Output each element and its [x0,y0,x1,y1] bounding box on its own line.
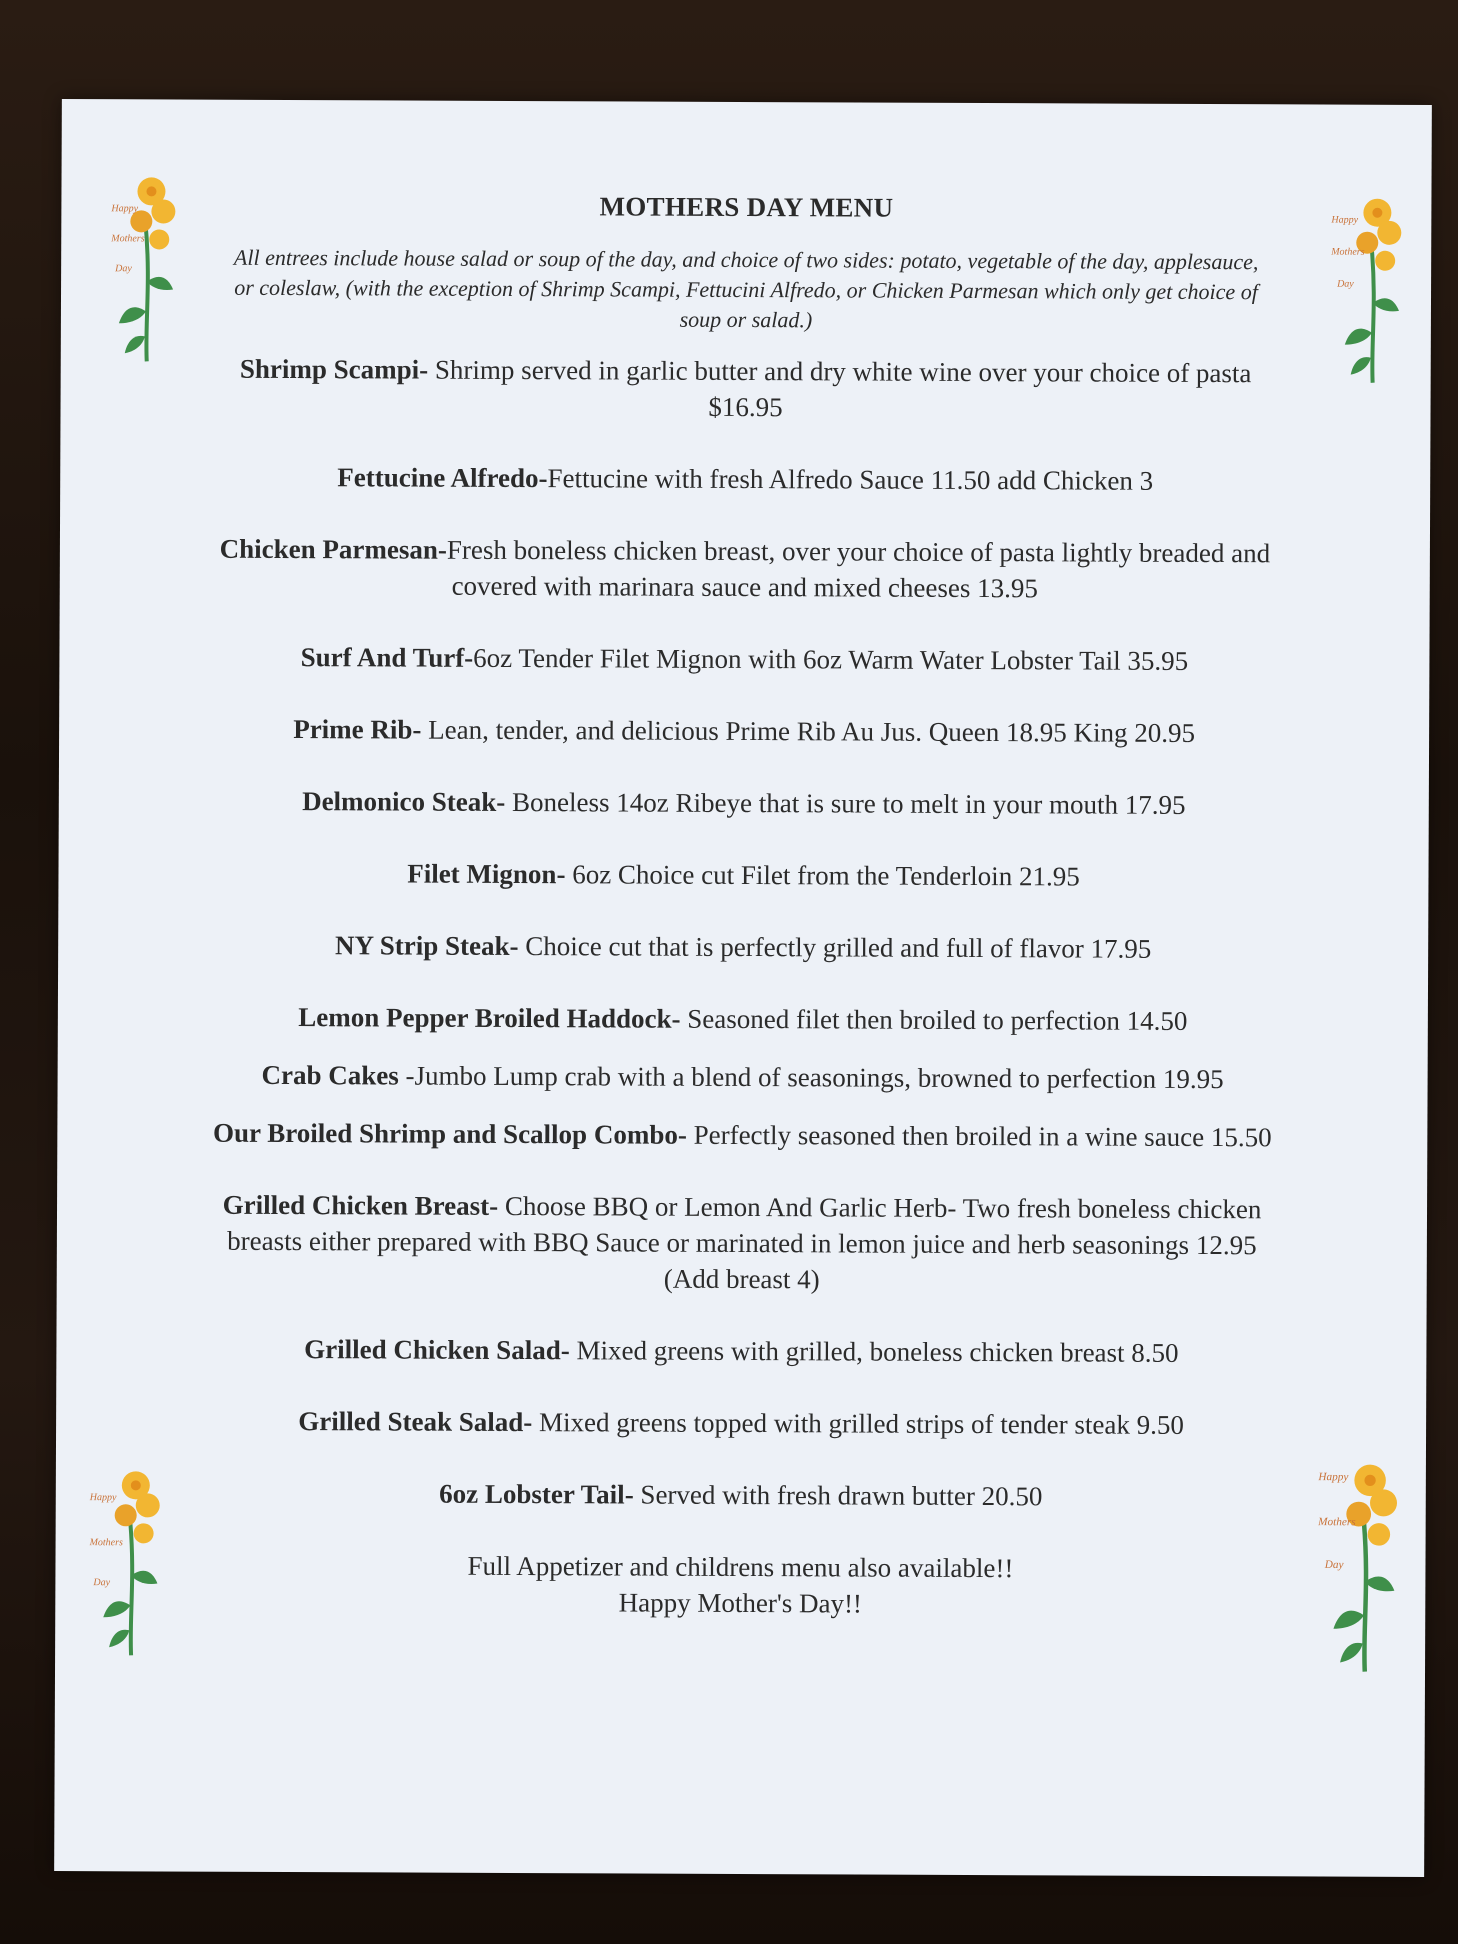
menu-content [195,190,1291,1624]
menu-item [196,1403,1286,1444]
menu-items [196,351,1291,1516]
menu-item-name: Shrimp Scampi- [239,353,429,385]
menu-item-name: 6oz Lobster Tail- [439,1478,634,1510]
menu-item-description: Fresh boneless chicken breast, over your choice of pasta lightly breaded and covered with marinara sauce and mixed cheeses 13.95 [446,534,1271,604]
menu-item-description: Mixed greens topped with grilled strips of tender steak 9.50 [532,1407,1184,1440]
menu-item [199,711,1289,752]
menu-footer [195,1547,1285,1624]
sunflower-icon [101,161,182,371]
menu-item-description: Perfectly seasoned then broiled in a wine sauce 15.50 [686,1119,1272,1153]
menu-item [200,459,1290,500]
sunflower-icon [1327,183,1408,393]
menu-item [198,1057,1288,1098]
svg-text:Mothers: Mothers [1331,246,1365,258]
menu-item-description: Lean, tender, and delicious Prime Rib Au Jus. Queen 18.95 King 20.95 [421,714,1196,748]
menu-item [197,1187,1287,1300]
menu-item [199,639,1289,680]
menu-item [199,783,1289,824]
menu-item-description: -Jumbo Lump crab with a blend of seasonings, browned to perfection 19.95 [398,1060,1224,1095]
menu-item [196,1331,1286,1372]
menu-item-description: Shrimp served in garlic butter and dry white wine over your choice of pasta $16.95 [428,354,1252,423]
menu-item-description: Served with fresh drawn butter 20.50 [633,1479,1043,1512]
svg-text:Happy: Happy [111,203,139,215]
menu-item [198,855,1288,896]
menu-item-description: Choose BBQ or Lemon And Garlic Herb- Two fresh boneless chicken breasts either prepared with BBQ Sauce or marinated in lemon juice and herb seasonings 12.95 (Add breast 4) [227,1190,1262,1295]
svg-text:Mothers: Mothers [111,233,145,245]
menu-item [200,351,1290,428]
menu-item-name: Crab Cakes [261,1059,399,1091]
menu-item-name: Lemon Pepper Broiled Haddock- [298,1002,681,1034]
menu-item-name: NY Strip Steak- [334,930,519,962]
svg-text:Day: Day [93,1577,111,1589]
menu-item-description: Choice cut that is perfectly grilled and full of flavor 17.95 [518,931,1152,964]
menu-item-description: Mixed greens with grilled, boneless chicken breast 8.50 [569,1335,1179,1368]
menu-item-description: 6oz Choice cut Filet from the Tenderloin 21.95 [565,859,1080,892]
menu-item-name: Grilled Steak Salad- [298,1406,533,1438]
menu-item-name: Fettucine Alfredo- [337,462,548,494]
menu-item-name: Chicken Parmesan- [219,533,447,565]
svg-text:Day: Day [115,263,132,275]
menu-item [198,999,1288,1040]
menu-item-name: Our Broiled Shrimp and Scallop Combo- [212,1117,687,1150]
menu-paper [54,99,1432,1877]
menu-item-description: Fettucine with fresh Alfredo Sauce 11.50 add Chicken 3 [547,463,1154,496]
menu-item-name: Prime Rib- [293,714,422,745]
menu-item-description: Boneless 14oz Ribeye that is sure to melt in your mouth 17.95 [505,786,1186,820]
svg-text:Day: Day [1337,278,1354,290]
svg-text:Day: Day [1324,1558,1344,1572]
menu-item-name: Surf And Turf- [300,642,474,673]
menu-item [200,531,1290,608]
svg-text:Mothers: Mothers [1318,1516,1356,1529]
menu-item [198,927,1288,968]
svg-text:Happy: Happy [1331,214,1359,226]
svg-text:Mothers: Mothers [89,1537,123,1549]
footer-line-appetizers: Full Appetizer and childrens menu also available!! [467,1550,1014,1584]
menu-item [197,1115,1287,1156]
menu-item [196,1475,1286,1516]
menu-title: MOTHERS DAY MENU [599,191,894,223]
menu-item-name: Delmonico Steak- [302,786,506,817]
footer-line-greeting: Happy Mother's Day!! [618,1587,863,1619]
menu-item-description: Seasoned filet then broiled to perfection 14.50 [680,1003,1188,1036]
sunflower-icon [85,1455,166,1665]
menu-item-name: Filet Mignon- [407,858,566,890]
menu-item-description: 6oz Tender Filet Mignon with 6oz Warm Water Lobster Tail 35.95 [473,642,1189,676]
svg-text:Happy: Happy [1318,1471,1349,1484]
menu-item-name: Grilled Chicken Salad- [304,1334,570,1366]
menu-item-name: Grilled Chicken Breast- [222,1189,499,1221]
sunflower-icon [1313,1444,1404,1684]
menu-intro: All entrees include house salad or soup of the day, and choice of two sides: potato, vegetable of the day, applesauce, or coleslaw, (with the exception of Shrimp Scampi, Fettucini Alfredo, or Chicken Parmesan which only get choice of soup or salad.) [233,244,1259,333]
svg-text:Happy: Happy [89,1492,117,1504]
